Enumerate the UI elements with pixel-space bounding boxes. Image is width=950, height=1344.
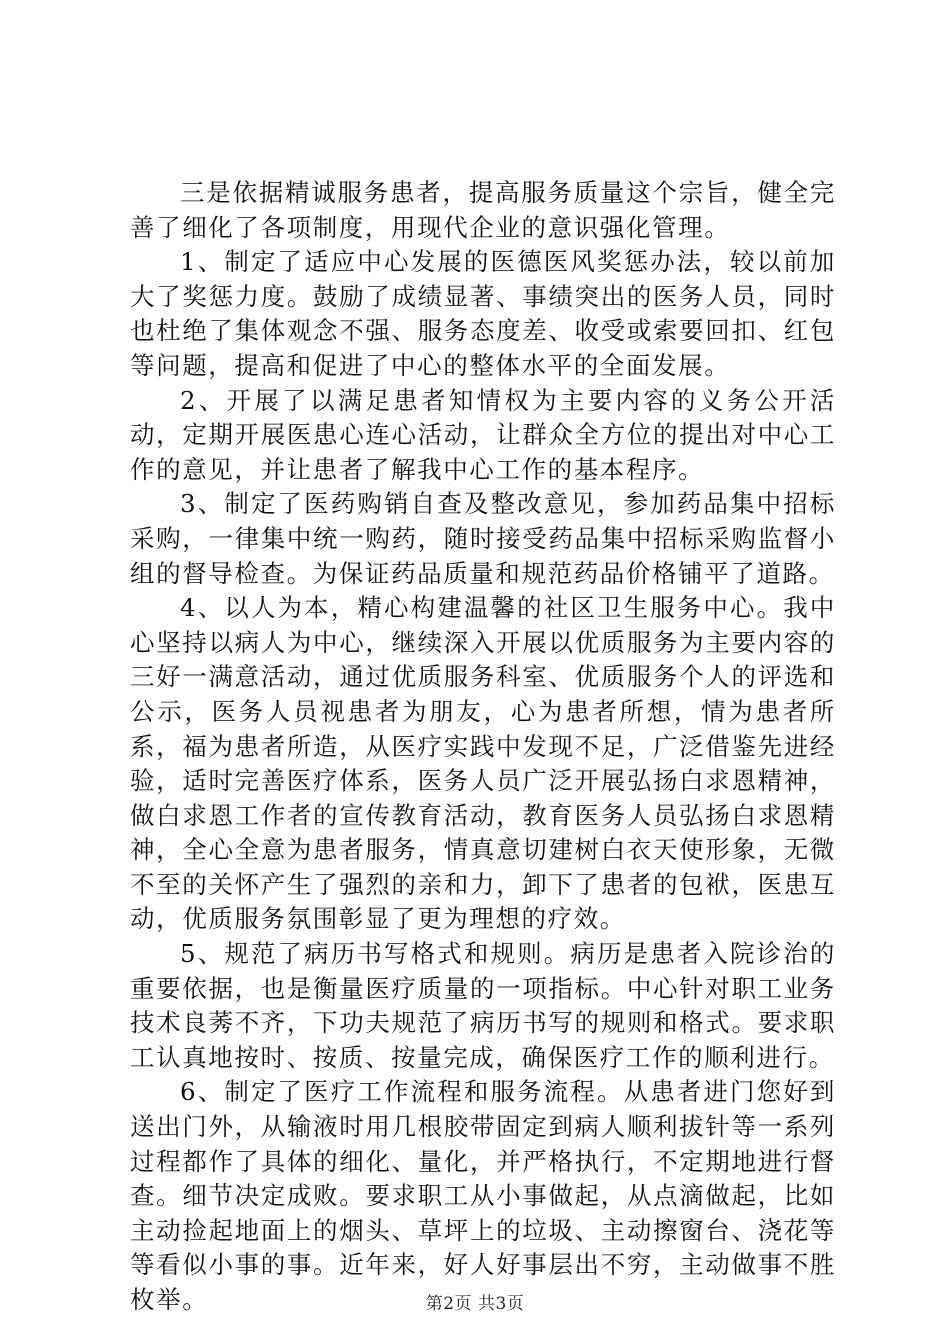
paragraph-item-4: 4、以人为本，精心构建温馨的社区卫生服务中心。我中心坚持以病人为中心，继续深入开展以优质服务为主要内容的三好一满意活动，通过优质服务科室、优质服务个人的评选和公示，医务人员视患者为朋友，心为患者所想，情为患者所系，福为患者所造，从医疗实践中发现不足，广泛借鉴先进经验，适时完善医疗体系，医务人员广泛开展弘扬白求恩精神，做白求恩工作者的宣传教育活动，教育医务人员弘扬白求恩精神，全心全意为患者服务，情真意切建树白衣天使形象，无微不至的关怀产生了强烈的亲和力，卸下了患者的包袱，医患互动，优质服务氛围彰显了更为理想的疗效。 (130, 593, 836, 934)
paragraph-intro: 三是依据精诚服务患者，提高服务质量这个宗旨，健全完善了细化了各项制度，用现代企业的意识强化管理。 (130, 178, 836, 242)
paragraph-item-6: 6、制定了医疗工作流程和服务流程。从患者进门您好到送出门外，从输液时用几根胶带固定到病人顺利拔针等一系列过程都作了具体的细化、量化，并严格执行，不定期地进行督查。细节决定成败。要求职工从小事做起，从点滴做起，比如主动捡起地面上的烟头、草坪上的垃圾、主动擦窗台、浇花等等看似小事的事。近年来，好人好事层出不穷，主动做事不胜枚举。 (130, 1077, 836, 1314)
document-body (130, 176, 836, 1318)
paragraph-item-1: 1、制定了适应中心发展的医德医风奖惩办法，较以前加大了奖惩力度。鼓励了成绩显著、事绩突出的医务人员，同时也杜绝了集体观念不强、服务态度差、收受或索要回扣、红包等问题，提高和促进了中心的整体水平的全面发展。 (130, 247, 836, 380)
page-number-footer: 第2页 共3页 (425, 1294, 525, 1314)
paragraph-item-5: 5、规范了病历书写格式和规则。病历是患者入院诊治的重要依据，也是衡量医疗质量的一项指标。中心针对职工业务技术良莠不齐，下功夫规范了病历书写的规则和格式。要求职工认真地按时、按质、按量完成，确保医疗工作的顺利进行。 (130, 939, 836, 1072)
paragraph-item-3: 3、制定了医药购销自查及整改意见，参加药品集中招标采购，一律集中统一购药，随时接受药品集中招标采购监督小组的督导检查。为保证药品质量和规范药品价格铺平了道路。 (130, 489, 836, 588)
paragraph-item-2: 2、开展了以满足患者知情权为主要内容的义务公开活动，定期开展医患心连心活动，让群众全方位的提出对中心工作的意见，并让患者了解我中心工作的基本程序。 (130, 385, 836, 484)
